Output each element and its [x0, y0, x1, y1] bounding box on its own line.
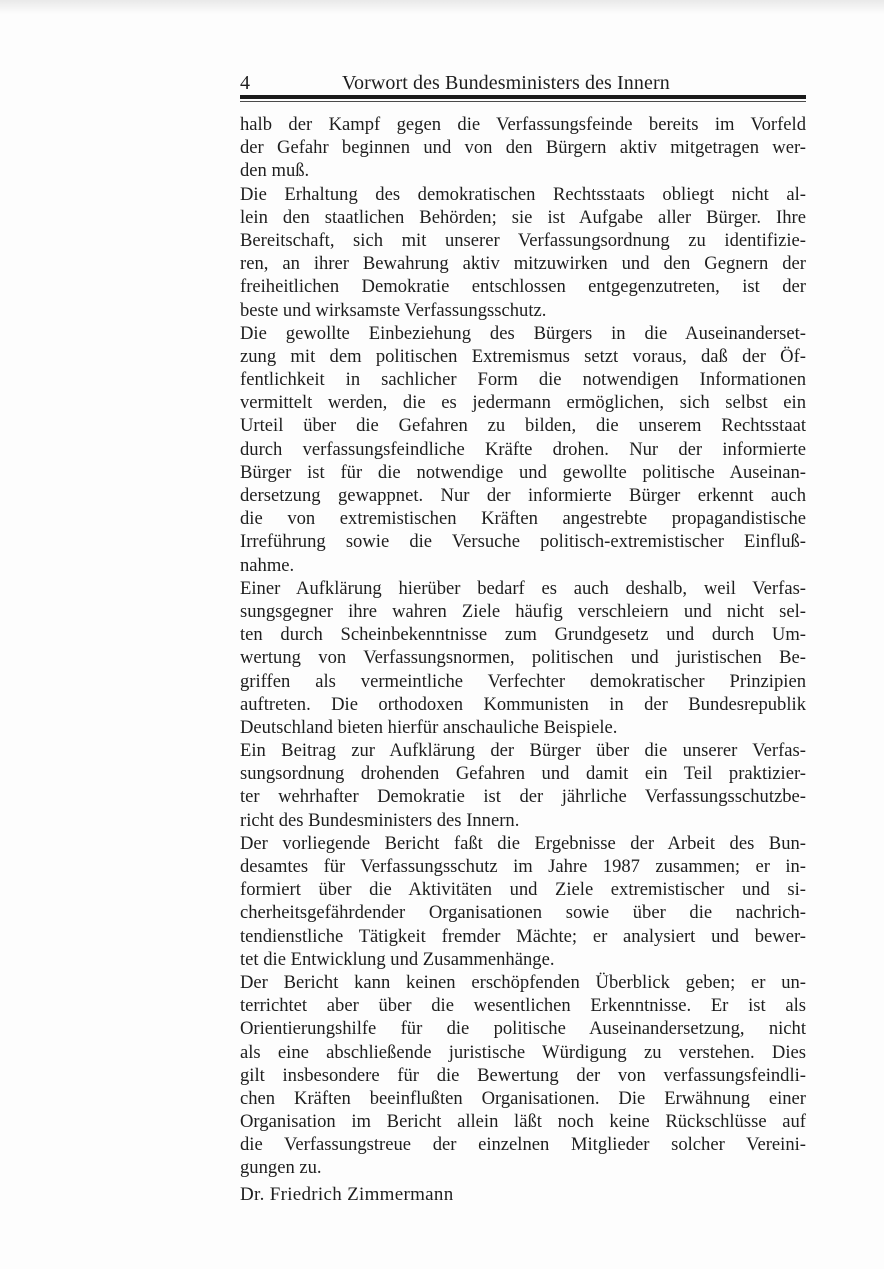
text-line: sungsordnung drohenden Gefahren und damit ein Teil praktizier- [240, 763, 806, 785]
header-rule-thin [240, 101, 806, 102]
text-line: durch verfassungsfeindliche Kräfte drohen. Nur der informierte [240, 438, 806, 460]
text-line: ten durch Scheinbekenntnisse zum Grundgesetz und durch Um- [240, 624, 806, 646]
text-line: desamtes für Verfassungsschutz im Jahre 1987 zusammen; er in- [240, 856, 806, 877]
text-line: sungsgegner ihre wahren Ziele häufig verschleiern und nicht sel- [240, 600, 806, 622]
header-rule-thick [240, 95, 806, 99]
text-line: Organisation im Bericht allein läßt noch keine Rückschlüsse auf [240, 1111, 806, 1133]
text-line: Die Erhaltung des demokratischen Rechtsstaats obliegt nicht al- [240, 183, 806, 205]
text-line: halb der Kampf gegen die Verfassungsfeinde bereits im Vorfeld [240, 114, 806, 135]
body-text [240, 113, 806, 1180]
text-line: nahme. [240, 554, 295, 576]
text-line: lein den staatlichen Behörden; sie ist Aufgabe aller Bürger. Ihre [240, 206, 806, 228]
text-line: terrichtet aber über die wesentlichen Erkenntnisse. Er ist als [240, 995, 806, 1017]
text-line: freiheitlichen Demokratie entschlossen entgegenzutreten, ist der [240, 276, 806, 298]
text-line: tendienstliche Tätigkeit fremder Mächte; er analysiert und bewer- [240, 925, 806, 947]
scan-edge-shadow [0, 0, 884, 14]
text-line: dersetzung gewappnet. Nur der informierte Bürger erkennt auch [240, 485, 806, 506]
text-line: griffen als vermeintliche Verfechter demokratischer Prinzipien [240, 670, 806, 692]
text-line: cherheitsgefährdender Organisationen sowie über die nachrich- [240, 902, 806, 924]
text-line: die von extremistischen Kräften angestrebte propagandistische [240, 508, 806, 530]
running-title: Vorwort des Bundesministers des Innern [342, 72, 670, 94]
text-line: die Verfassungstreue der einzelnen Mitglieder solcher Vereini- [240, 1134, 806, 1156]
text-line: Bereitschaft, sich mit unserer Verfassungsordnung zu identifizie- [240, 229, 806, 251]
signature: Dr. Friedrich Zimmermann [240, 1184, 454, 1205]
text-line: wertung von Verfassungsnormen, politischen und juristischen Be- [240, 647, 806, 669]
text-line: Bürger ist für die notwendige und gewollte politische Auseinan- [240, 461, 806, 483]
text-line: Orientierungshilfe für die politische Auseinandersetzung, nicht [240, 1018, 806, 1040]
text-line: beste und wirksamste Verfassungsschutz. [240, 299, 547, 321]
text-line: formiert über die Aktivitäten und Ziele extremistischer und si- [240, 879, 806, 901]
text-line: als eine abschließende juristische Würdigung zu verstehen. Dies [240, 1041, 806, 1063]
text-line: ter wehrhafter Demokratie ist der jährliche Verfassungsschutzbe- [240, 786, 806, 808]
text-line: Der vorliegende Bericht faßt die Ergebnisse der Arbeit des Bun- [240, 832, 806, 854]
page-header [240, 70, 806, 96]
text-line: chen Kräften beeinflußten Organisationen. Die Erwähnung einer [240, 1087, 806, 1109]
text-line: Deutschland bieten hierfür anschauliche Beispiele. [240, 716, 618, 738]
text-line: Urteil über die Gefahren zu bilden, die unserem Rechtsstaat [240, 415, 806, 437]
text-line: Ein Beitrag zur Aufklärung der Bürger über die unserer Verfas- [240, 740, 806, 762]
text-line: zung mit dem politischen Extremismus setzt voraus, daß der Öf- [240, 345, 806, 367]
text-line: tet die Entwicklung und Zusammenhänge. [240, 948, 555, 970]
text-line: richt des Bundesministers des Innern. [240, 809, 520, 831]
text-line: den muß. [240, 160, 310, 182]
text-line: der Gefahr beginnen und von den Bürgern aktiv mitgetragen wer- [240, 137, 806, 159]
page-number: 4 [240, 72, 250, 94]
text-line: Irreführung sowie die Versuche politisch-extremistischer Einfluß- [240, 531, 806, 553]
text-line: auftreten. Die orthodoxen Kommunisten in der Bundesrepublik [240, 693, 806, 715]
text-line: fentlichkeit in sachlicher Form die notwendigen Informationen [240, 369, 806, 391]
text-line: vermittelt werden, die es jedermann ermöglichen, sich selbst ein [240, 392, 806, 414]
text-line: gilt insbesondere für die Bewertung der von verfassungsfeindli- [240, 1064, 806, 1086]
text-line: Einer Aufklärung hierüber bedarf es auch deshalb, weil Verfas- [240, 577, 806, 599]
text-line: Die gewollte Einbeziehung des Bürgers in die Auseinanderset- [240, 322, 806, 344]
text-line: Der Bericht kann keinen erschöpfenden Überblick geben; er un- [240, 971, 806, 993]
text-line: gungen zu. [240, 1157, 322, 1179]
text-line: ren, an ihrer Bewahrung aktiv mitzuwirken und den Gegnern der [240, 253, 806, 275]
